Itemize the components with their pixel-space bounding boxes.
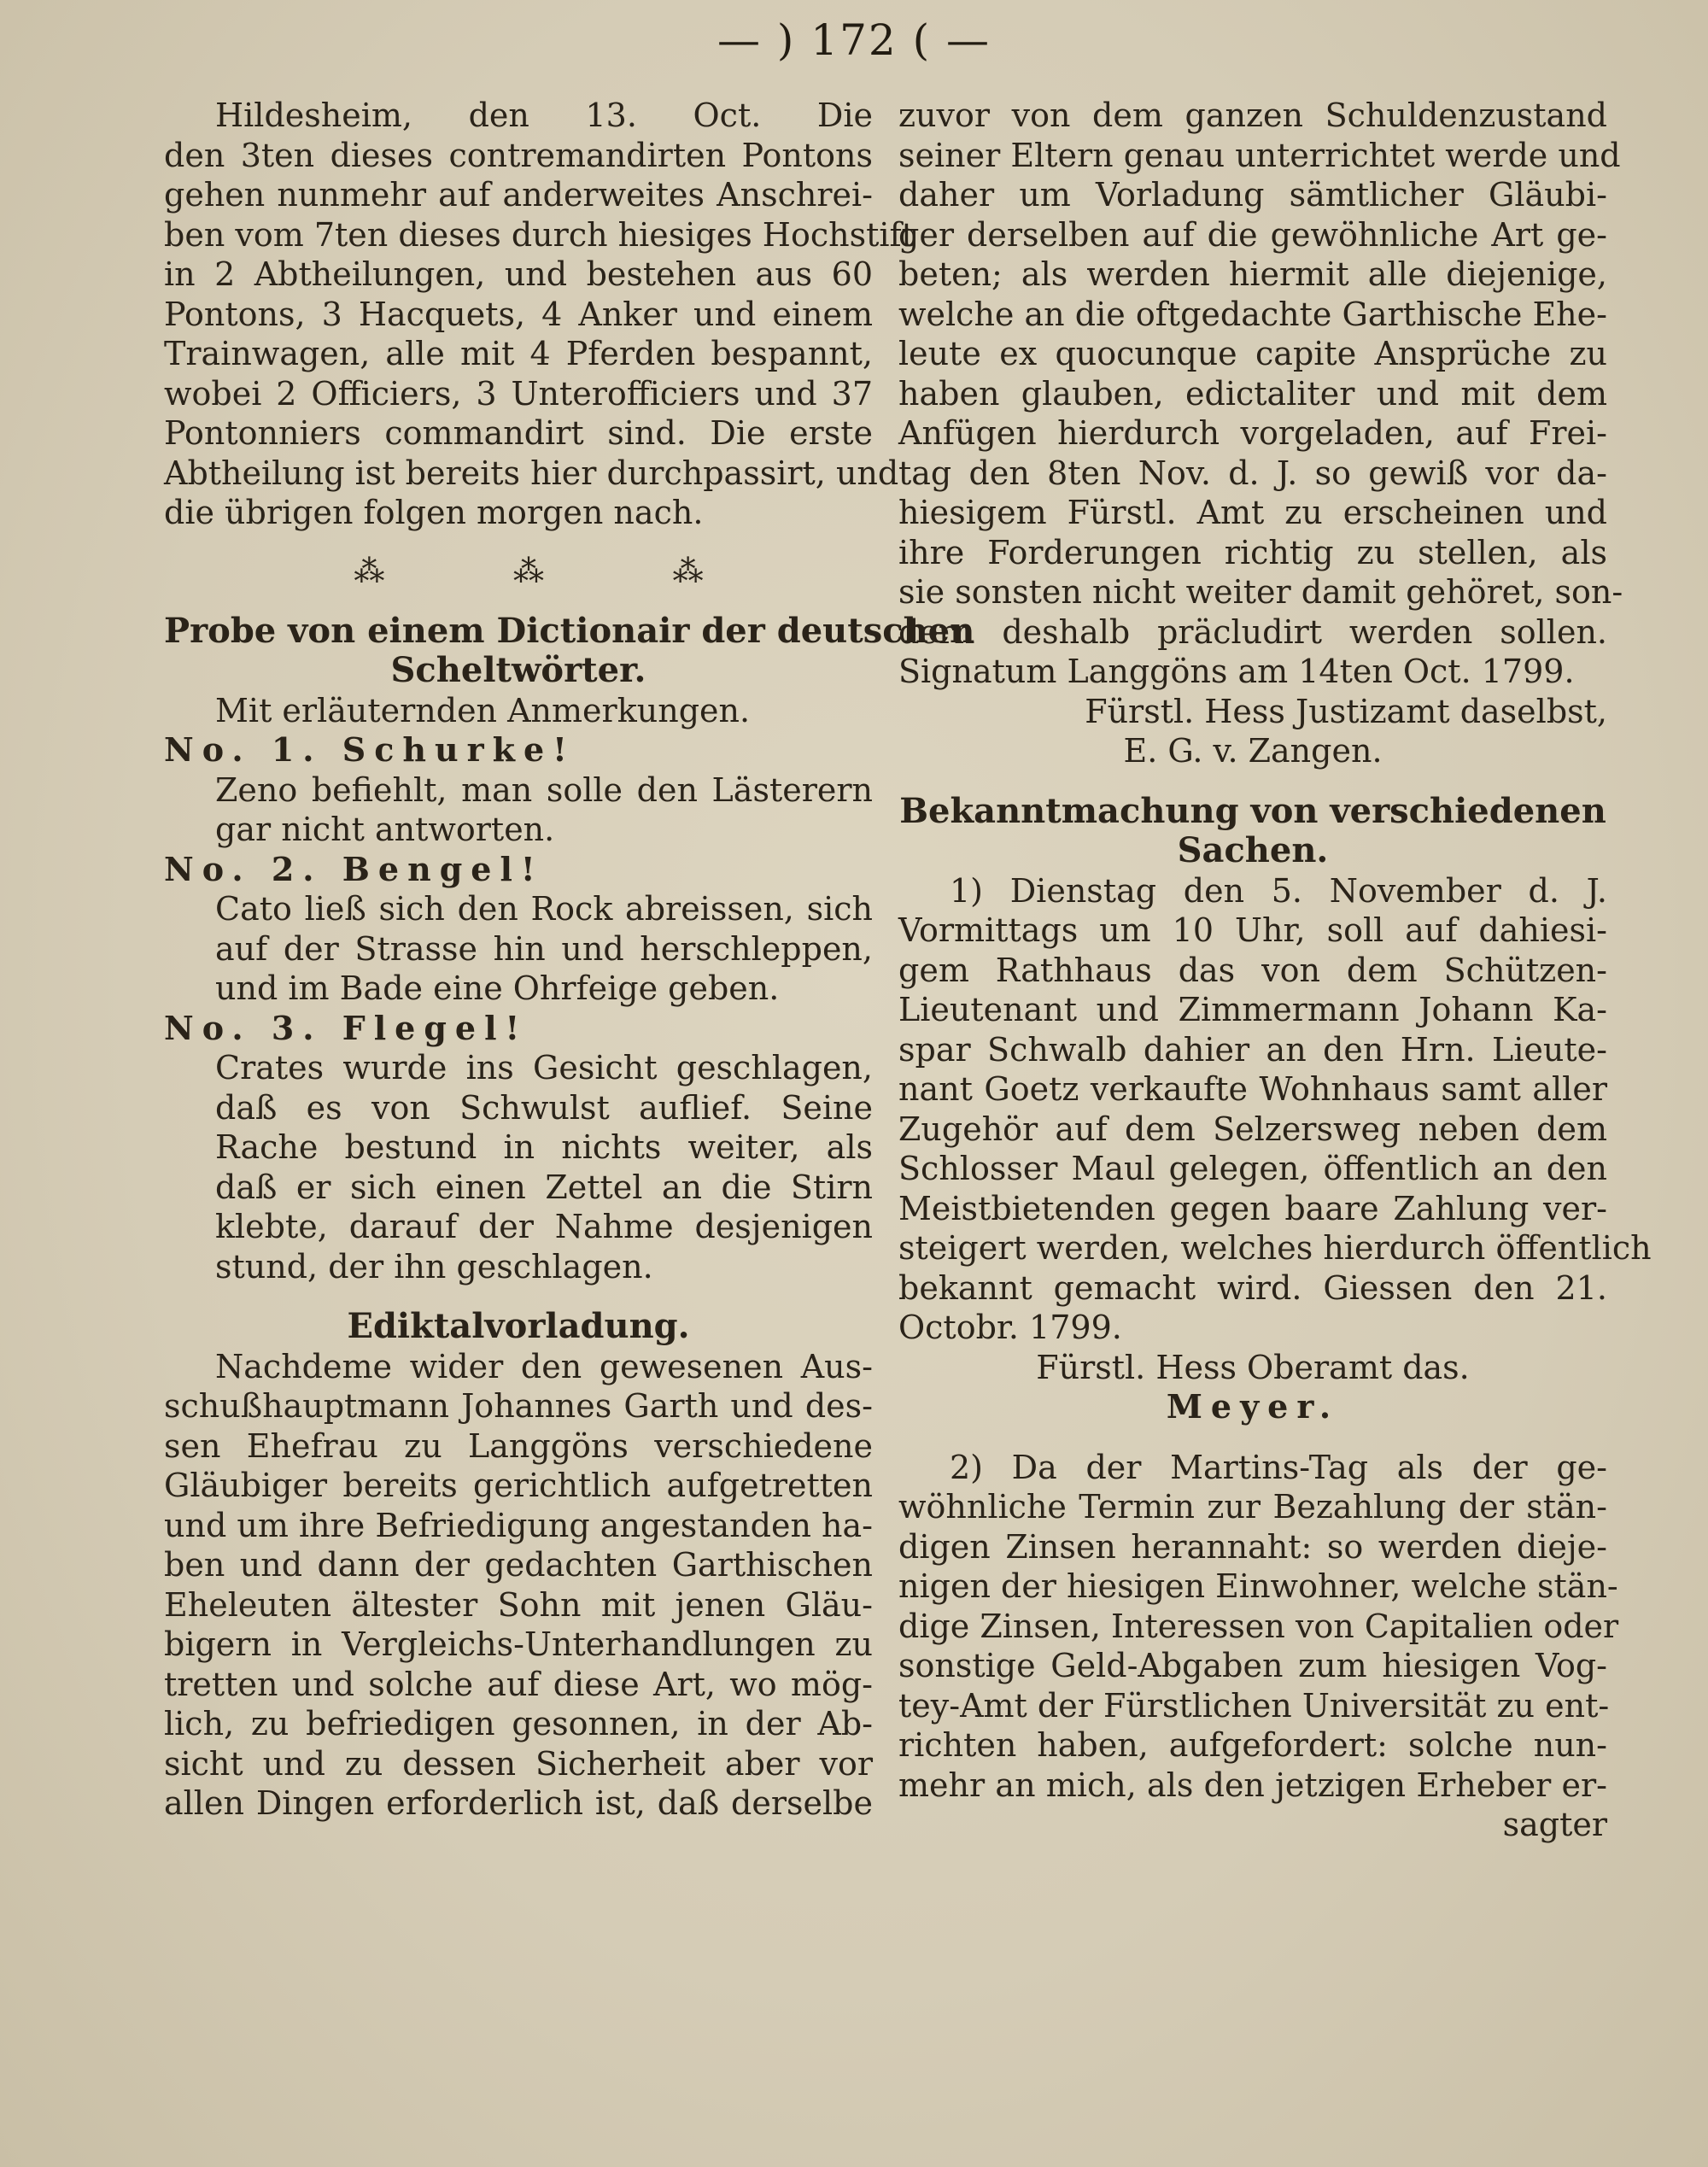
text-line: daher um Vorladung sämtlicher Gläubi- <box>898 176 1607 214</box>
text-line: nant Goetz verkaufte Wohnhaus samt aller <box>898 1070 1607 1108</box>
text-line: leute ex quocunque capite Ansprüche zu <box>898 335 1607 372</box>
asterism-divider <box>292 533 770 612</box>
text-line: Lieutenant und Zimmermann Johann Ka- <box>898 991 1607 1028</box>
text-line: sicht und zu dessen Sicherheit aber vor <box>164 1744 873 1783</box>
text-line: Gläubiger bereits gerichtlich aufgetretten <box>164 1467 873 1504</box>
text-line: haben glauben, edictaliter und mit dem <box>898 374 1607 413</box>
text-line: dige Zinsen, Interessen von Capitalien oder <box>898 1607 1619 1645</box>
text-line: Zeno befiehlt, man solle den Lästerern <box>215 770 873 809</box>
text-line: steigert werden, welches hierdurch öffentlich <box>898 1229 1652 1267</box>
text-line: hiesigem Fürstl. Amt zu erscheinen und <box>898 494 1607 531</box>
text-line: ben und dann der gedachten Garthischen <box>164 1546 873 1584</box>
text-line: wobei 2 Officiers, 3 Unterofficiers und 37 <box>164 374 873 413</box>
text-line: Cato ließ sich den Rock abreissen, sich <box>215 890 873 928</box>
text-line: dern deshalb präcludirt werden sollen. <box>898 612 1607 651</box>
text-line: Zugehör auf dem Selzersweg neben dem <box>898 1110 1607 1148</box>
text-line: und im Bade eine Ohrfeige geben. <box>215 969 780 1007</box>
text-line: tretten und solche auf diese Art, wo mög- <box>164 1665 873 1703</box>
page-number-header: — ) 172 ( — <box>717 15 991 65</box>
entry-heading: No. 2. Bengel! <box>164 849 544 888</box>
text-line: gem Rathhaus das von dem Schützen- <box>898 951 1607 989</box>
text-line: Crates wurde ins Gesicht geschlagen, <box>215 1049 873 1086</box>
text-line: den 3ten dieses contremandirten Pontons <box>164 136 873 174</box>
text-line: in 2 Abtheilungen, und bestehen aus 60 <box>164 255 873 293</box>
text-line: sen Ehefrau zu Langgöns verschiedene <box>164 1426 873 1465</box>
section-title: Ediktalvorladung. <box>347 1306 690 1346</box>
text-line: Rache bestund in nichts weiter, als <box>215 1128 873 1166</box>
text-line: Meistbietenden gegen baare Zahlung ver- <box>898 1189 1607 1227</box>
signature-office: Fürstl. Hess Oberamt das. <box>1036 1348 1470 1386</box>
text-line: lich, zu befriedigen gesonnen, in der Ab- <box>164 1705 873 1742</box>
bekanntmachung <box>898 790 1652 1845</box>
text-line: 2) Da der Martins-Tag als der ge- <box>950 1448 1607 1486</box>
text-line: schußhauptmann Johannes Garth und des- <box>164 1387 873 1425</box>
text-line: richten haben, aufgefordert: solche nun- <box>898 1726 1607 1764</box>
text-line: Pontons, 3 Hacquets, 4 Anker und einem <box>164 295 873 333</box>
text-line: Abtheilung ist bereits hier durchpassirt, und <box>164 454 899 492</box>
text-line: mehr an mich, als den jetzigen Erheber er- <box>898 1766 1607 1804</box>
text-line: sie sonsten nicht weiter damit gehöret, son- <box>898 573 1623 611</box>
text-line: und um ihre Befriedigung angestanden ha- <box>164 1506 873 1544</box>
text-line: daß es von Schwulst auflief. Seine <box>215 1088 873 1127</box>
text-line: tag den 8ten Nov. d. J. so gewiß vor da- <box>898 454 1607 492</box>
text-line: auf der Strasse hin und herschleppen, <box>215 929 873 968</box>
signature-office: Fürstl. Hess Justizamt daselbst, <box>1085 692 1607 730</box>
left-column <box>164 96 975 1824</box>
text-line: ger derselben auf die gewöhnliche Art ge- <box>898 215 1607 254</box>
text-line: gehen nunmehr auf anderweites Anschrei- <box>164 176 873 214</box>
text-line: digen Zinsen herannaht: so werden dieje- <box>898 1527 1607 1566</box>
text-line: seiner Eltern genau unterrichtet werde und <box>898 136 1621 174</box>
text-line: Eheleuten ältester Sohn mit jenen Gläu- <box>164 1585 873 1624</box>
text-line: stund, der ihn geschlagen. <box>215 1247 653 1286</box>
spacer <box>164 1286 873 1307</box>
asterism: ⁂ <box>672 553 709 589</box>
hildesheim-news <box>164 96 915 533</box>
text-line: Hildesheim, den 13. Oct. Die <box>215 97 873 134</box>
entry-heading: No. 1. Schurke! <box>164 730 576 769</box>
text-line: Anfügen hierdurch vorgeladen, auf Frei- <box>898 414 1607 452</box>
text-line: ihre Forderungen richtig zu stellen, als <box>898 533 1607 571</box>
ediktalvorladung <box>164 1307 873 1824</box>
article-subtitle: Mit erläuternden Anmerkungen. <box>215 691 751 729</box>
asterism: ⁂ <box>512 553 549 589</box>
text-line: zuvor von dem ganzen Schuldenzustand <box>898 97 1607 134</box>
asterism: ⁂ <box>354 553 390 589</box>
article-title: Probe von einem Dictionair der deutschen <box>164 610 975 651</box>
text-line: klebte, darauf der Nahme desjenigen <box>215 1208 873 1245</box>
article-title: Scheltwörter. <box>390 650 646 690</box>
text-line: Signatum Langgöns am 14ten Oct. 1799. <box>898 653 1575 690</box>
text-line: bigern in Vergleichs-Unterhandlungen zu <box>164 1625 873 1663</box>
entry-heading: No. 3. Flegel! <box>164 1008 529 1047</box>
right-column <box>898 96 1652 1845</box>
spacer <box>898 1427 1607 1448</box>
text-line: allen Dingen erforderlich ist, daß derselbe <box>164 1784 873 1822</box>
text-line: Nachdeme wider den gewesenen Aus- <box>215 1347 873 1385</box>
text-line: welche an die oftgedachte Garthische Ehe- <box>898 295 1607 333</box>
text-line: Schlosser Maul gelegen, öffentlich an den <box>898 1150 1607 1187</box>
text-line: tey-Amt der Fürstlichen Universität zu ent- <box>898 1686 1610 1725</box>
text-line: Octobr. 1799. <box>898 1309 1122 1346</box>
text-line: daß er sich einen Zettel an die Stirn <box>215 1168 873 1206</box>
text-line: gar nicht antworten. <box>215 811 555 848</box>
text-line: wöhnliche Termin zur Bezahlung der stän- <box>898 1488 1607 1526</box>
spacer <box>898 771 1607 792</box>
text-line: 1) Dienstag den 5. November d. J. <box>950 871 1607 910</box>
text-line: sonstige Geld-Abgaben zum hiesigen Vog- <box>898 1647 1607 1684</box>
signature-name: E. G. v. Zangen. <box>1123 732 1383 770</box>
text-line: Pontonniers commandirt sind. Die erste <box>164 414 873 452</box>
text-line: Vormittags um 10 Uhr, soll auf dahiesi- <box>898 911 1607 949</box>
section-title: Sachen. <box>1177 830 1329 870</box>
catchword: sagter <box>1502 1806 1607 1843</box>
dictionary-article <box>164 610 975 1287</box>
text-line: die übrigen folgen morgen nach. <box>164 494 704 531</box>
text-line: ben vom 7ten dieses durch hiesiges Hochstift <box>164 215 915 254</box>
section-title: Bekanntmachung von verschiedenen <box>899 790 1606 831</box>
text-line: bekannt gemacht wird. Giessen den 21. <box>898 1268 1607 1307</box>
signature-name: Meyer. <box>1166 1387 1340 1426</box>
ediktalvorladung-continued <box>898 96 1623 771</box>
text-line: beten; als werden hiermit alle diejenige, <box>898 255 1607 293</box>
text-line: spar Schwalb dahier an den Hrn. Lieute- <box>898 1030 1607 1069</box>
text-line: Trainwagen, alle mit 4 Pferden bespannt, <box>164 335 873 372</box>
text-line: nigen der hiesigen Einwohner, welche stän- <box>898 1567 1618 1605</box>
